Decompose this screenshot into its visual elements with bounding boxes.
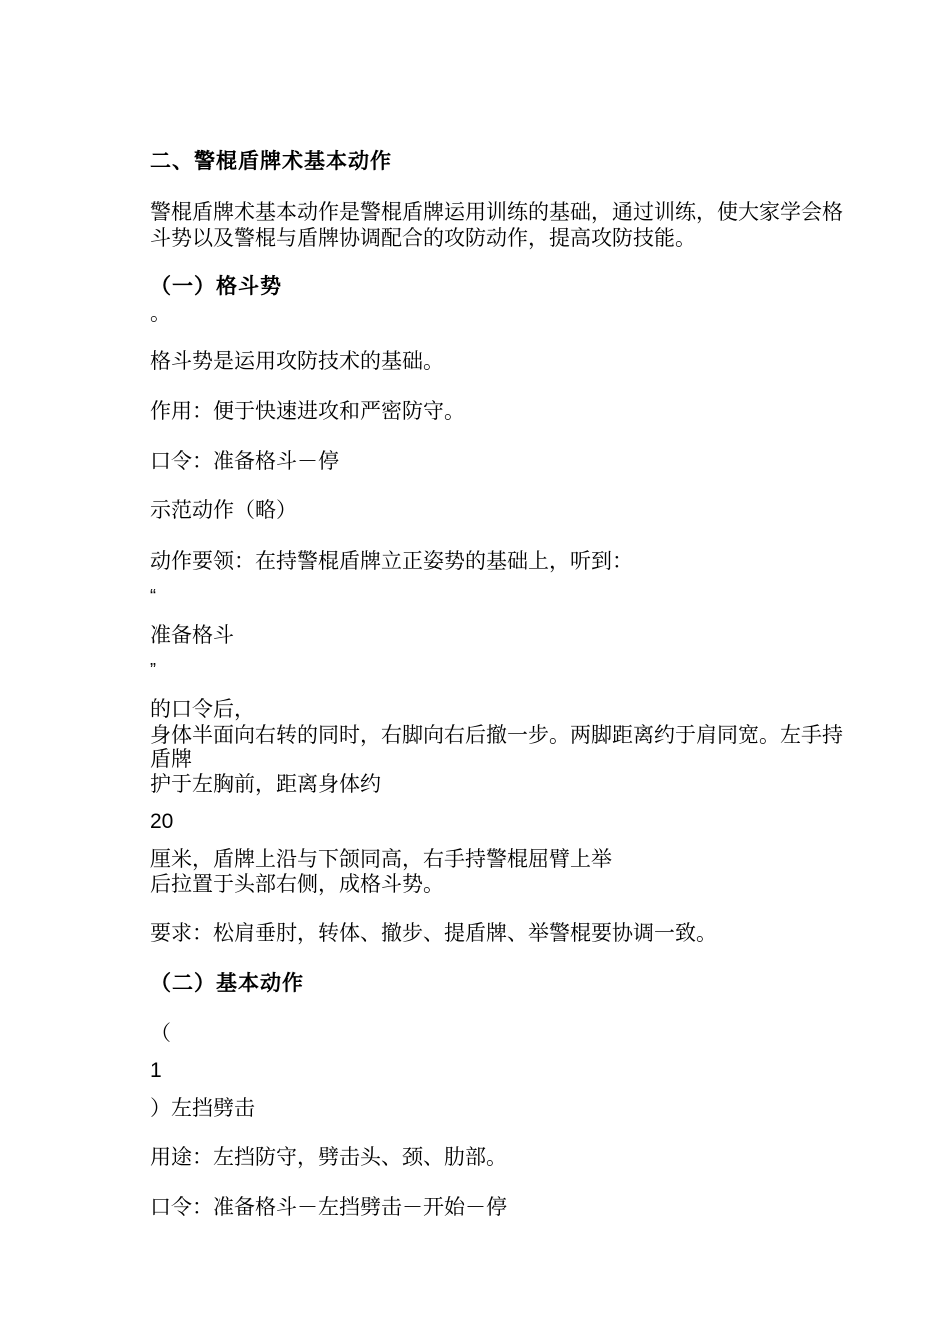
section-title: 二、警棍盾牌术基本动作 bbox=[150, 149, 392, 173]
purpose-text: 作用：便于快速进攻和严密防守。 bbox=[150, 399, 465, 423]
body-line-5: 后拉置于头部右侧，成格斗势。 bbox=[150, 872, 444, 896]
body-line-4: 厘米，盾牌上沿与下颌同高，右手持警棍屈臂上举 bbox=[150, 847, 612, 871]
command-text: 口令：准备格斗－停 bbox=[150, 449, 339, 473]
body-line-1: 身体半面向右转的同时，右脚向右后撤一步。两脚距离约于肩同宽。左手持 bbox=[150, 723, 843, 747]
subsection-2-title: （二）基本动作 bbox=[150, 971, 304, 995]
intro-line-1: 警棍盾牌术基本动作是警棍盾牌运用训练的基础，通过训练，使大家学会格 bbox=[150, 200, 843, 224]
item-title: ）左挡劈击 bbox=[150, 1096, 255, 1120]
open-paren: （ bbox=[150, 1021, 171, 1045]
item-number: 1 bbox=[150, 1059, 162, 1082]
stray-period: 。 bbox=[150, 301, 171, 325]
combat-stance-description: 格斗势是运用攻防技术的基础。 bbox=[150, 349, 444, 373]
usage-text: 用途：左挡防守，劈击头、颈、肋部。 bbox=[150, 1145, 507, 1169]
intro-line-2: 斗势以及警棍与盾牌协调配合的攻防动作，提高攻防技能。 bbox=[150, 226, 696, 250]
close-quote: ” bbox=[150, 660, 156, 680]
subsection-1-title: （一）格斗势 bbox=[150, 274, 282, 298]
demo-text: 示范动作（略） bbox=[150, 498, 297, 522]
requirement-text: 要求：松肩垂肘，转体、撤步、提盾牌、举警棍要协调一致。 bbox=[150, 921, 717, 945]
command-text-2: 口令：准备格斗－左挡劈击－开始－停 bbox=[150, 1195, 507, 1219]
open-quote: “ bbox=[150, 586, 156, 606]
command-word: 准备格斗 bbox=[150, 623, 234, 647]
distance-number: 20 bbox=[150, 810, 174, 833]
body-line-2: 盾牌 bbox=[150, 747, 192, 771]
essentials-intro: 动作要领：在持警棍盾牌立正姿势的基础上，听到： bbox=[150, 549, 633, 573]
after-command-text: 的口令后， bbox=[150, 697, 255, 721]
body-line-3: 护于左胸前，距离身体约 bbox=[150, 772, 381, 796]
